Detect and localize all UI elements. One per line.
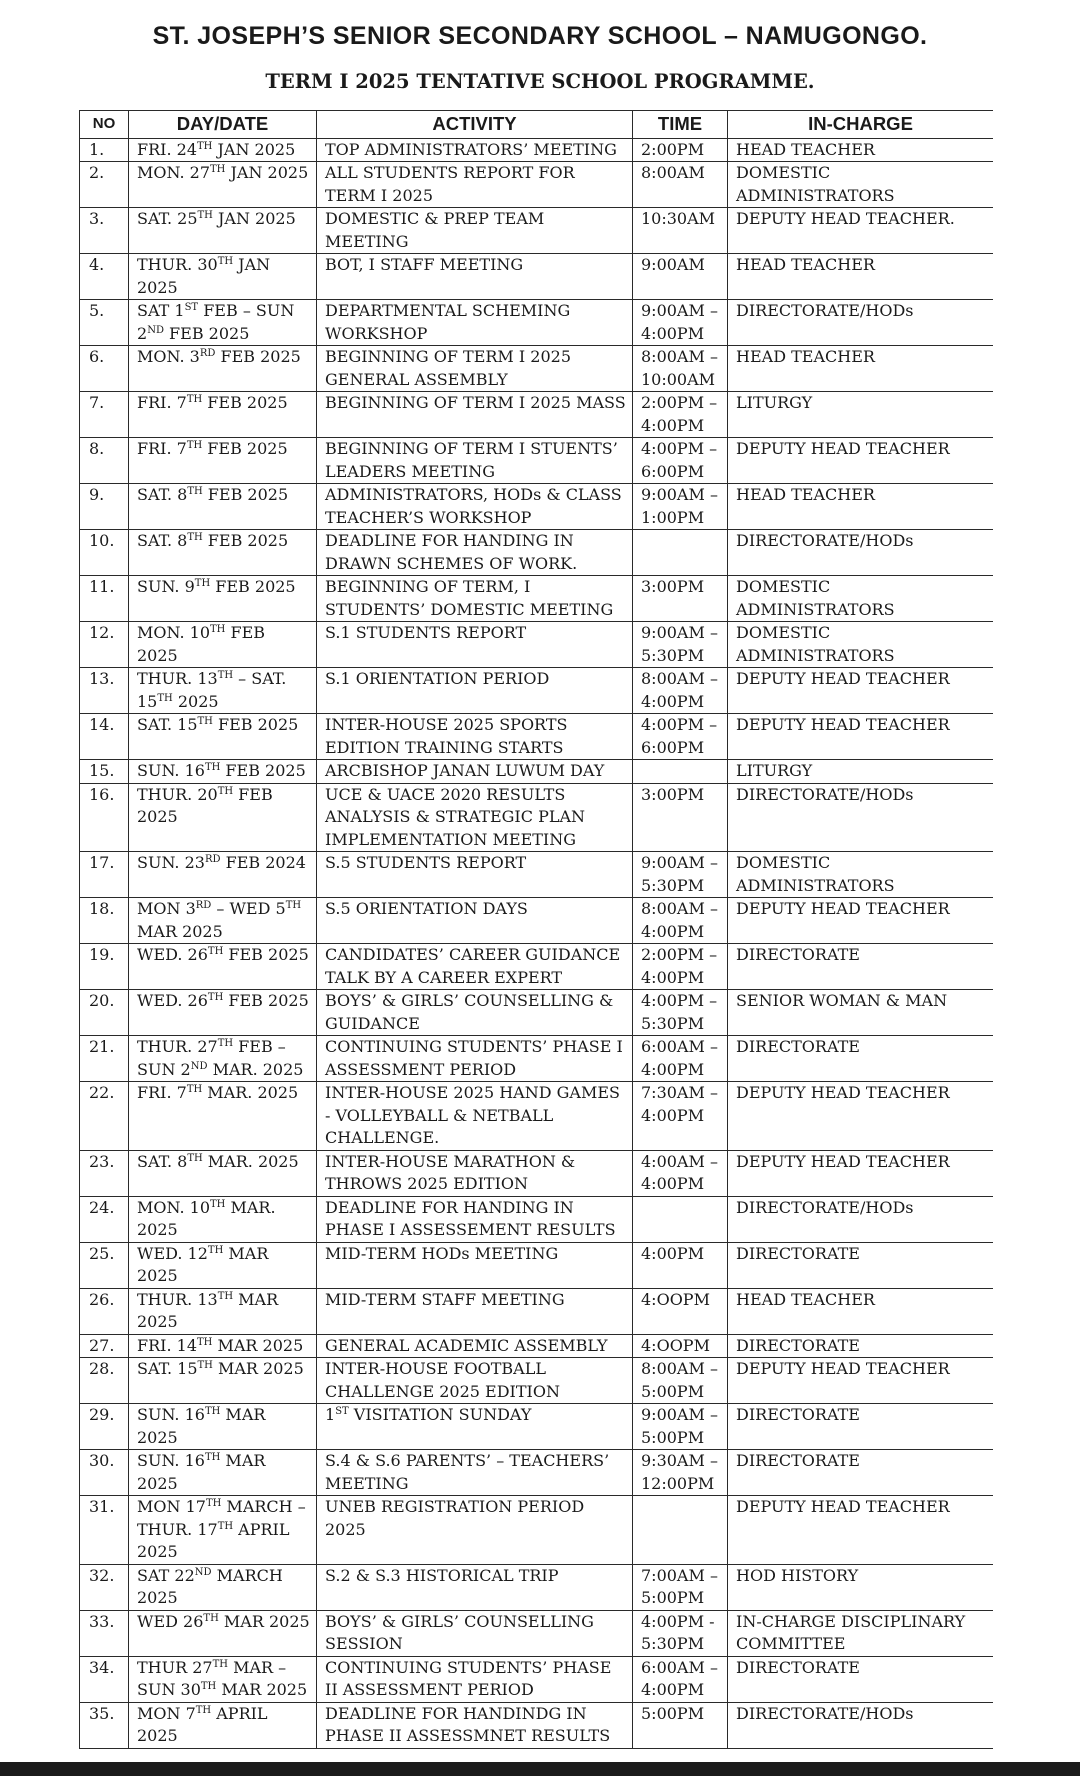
table-row (80, 576, 994, 622)
row-activity: S.1 ORIENTATION PERIOD (317, 668, 633, 714)
row-in-charge: DIRECTORATE (728, 944, 994, 990)
row-time: 4:OOPM (633, 1334, 728, 1358)
table-row (80, 990, 994, 1036)
row-time (633, 530, 728, 576)
row-activity: S.1 STUDENTS REPORT (317, 622, 633, 668)
col-header-time: TIME (633, 111, 728, 139)
row-activity: BEGINNING OF TERM I 2025 MASS (317, 392, 633, 438)
row-number: 8. (80, 438, 129, 484)
row-in-charge: DEPUTY HEAD TEACHER (728, 668, 994, 714)
table-row (80, 852, 994, 898)
bottom-bar (0, 1762, 1080, 1776)
row-number: 1. (80, 138, 129, 162)
table-row (80, 714, 994, 760)
row-in-charge: DIRECTORATE/HODs (728, 1702, 994, 1748)
table-row (80, 1358, 994, 1404)
col-header-activity: ACTIVITY (317, 111, 633, 139)
row-in-charge: DEPUTY HEAD TEACHER (728, 898, 994, 944)
row-activity: S.2 & S.3 HISTORICAL TRIP (317, 1564, 633, 1610)
row-time: 8:00AM – 4:00PM (633, 898, 728, 944)
row-number: 19. (80, 944, 129, 990)
row-date: WED. 12TH MAR 2025 (129, 1242, 317, 1288)
row-activity: DEADLINE FOR HANDING IN PHASE I ASSESSEMENT RESULTS (317, 1196, 633, 1242)
row-number: 12. (80, 622, 129, 668)
row-number: 2. (80, 162, 129, 208)
row-activity: UCE & UACE 2020 RESULTS ANALYSIS & STRATEGIC PLAN IMPLEMENTATION MEETING (317, 783, 633, 852)
row-activity: CANDIDATES’ CAREER GUIDANCE TALK BY A CAREER EXPERT (317, 944, 633, 990)
row-activity: INTER-HOUSE FOOTBALL CHALLENGE 2025 EDITION (317, 1358, 633, 1404)
row-date: SAT. 15TH MAR 2025 (129, 1358, 317, 1404)
row-activity: GENERAL ACADEMIC ASSEMBLY (317, 1334, 633, 1358)
row-number: 32. (80, 1564, 129, 1610)
row-time: 8:00AM – 5:00PM (633, 1358, 728, 1404)
table-row (80, 944, 994, 990)
table-row (80, 760, 994, 784)
row-time: 3:00PM (633, 576, 728, 622)
row-activity: DEPARTMENTAL SCHEMING WORKSHOP (317, 300, 633, 346)
row-time (633, 1196, 728, 1242)
row-time: 2:00PM (633, 138, 728, 162)
document-subtitle: TERM I 2025 TENTATIVE SCHOOL PROGRAMME. (265, 70, 815, 93)
row-date: FRI. 24TH JAN 2025 (129, 138, 317, 162)
row-number: 6. (80, 346, 129, 392)
row-number: 15. (80, 760, 129, 784)
row-time: 8:00AM (633, 162, 728, 208)
document-title: ST. JOSEPH’S SENIOR SECONDARY SCHOOL – NAMUGONGO. (152, 22, 928, 50)
row-date: THUR. 13TH MAR 2025 (129, 1288, 317, 1334)
row-activity: BEGINNING OF TERM I STUENTS’ LEADERS MEETING (317, 438, 633, 484)
row-date: SAT 1ST FEB – SUN 2ND FEB 2025 (129, 300, 317, 346)
row-in-charge: DEPUTY HEAD TEACHER (728, 438, 994, 484)
row-number: 26. (80, 1288, 129, 1334)
row-date: SAT. 8TH MAR. 2025 (129, 1150, 317, 1196)
row-in-charge: LITURGY (728, 760, 994, 784)
table-row (80, 346, 994, 392)
row-number: 20. (80, 990, 129, 1036)
row-date: FRI. 7TH MAR. 2025 (129, 1082, 317, 1151)
table-row (80, 1150, 994, 1196)
row-date: WED. 26TH FEB 2025 (129, 990, 317, 1036)
row-activity: BEGINNING OF TERM I 2025 GENERAL ASSEMBLY (317, 346, 633, 392)
table-row (80, 1496, 994, 1565)
row-number: 28. (80, 1358, 129, 1404)
row-activity: CONTINUING STUDENTS’ PHASE II ASSESSMENT PERIOD (317, 1656, 633, 1702)
table-row (80, 1450, 994, 1496)
row-activity: INTER-HOUSE 2025 SPORTS EDITION TRAINING STARTS (317, 714, 633, 760)
row-activity: 1ST VISITATION SUNDAY (317, 1404, 633, 1450)
table-row (80, 484, 994, 530)
row-time: 9:00AM – 5:30PM (633, 852, 728, 898)
row-time: 9:30AM – 12:00PM (633, 1450, 728, 1496)
row-time: 8:00AM – 4:00PM (633, 668, 728, 714)
table-row (80, 530, 994, 576)
row-in-charge: DIRECTORATE/HODs (728, 530, 994, 576)
row-number: 9. (80, 484, 129, 530)
row-number: 13. (80, 668, 129, 714)
row-number: 3. (80, 208, 129, 254)
row-activity: ADMINISTRATORS, HODs & CLASS TEACHER’S WORKSHOP (317, 484, 633, 530)
row-activity: ARCBISHOP JANAN LUWUM DAY (317, 760, 633, 784)
row-date: SAT. 8TH FEB 2025 (129, 530, 317, 576)
row-date: MON. 10TH MAR. 2025 (129, 1196, 317, 1242)
row-number: 16. (80, 783, 129, 852)
row-time: 7:30AM – 4:00PM (633, 1082, 728, 1151)
row-time: 5:00PM (633, 1702, 728, 1748)
row-date: SAT. 8TH FEB 2025 (129, 484, 317, 530)
row-number: 5. (80, 300, 129, 346)
row-in-charge: DEPUTY HEAD TEACHER (728, 1150, 994, 1196)
row-date: THUR. 13TH – SAT. 15TH 2025 (129, 668, 317, 714)
row-activity: UNEB REGISTRATION PERIOD 2025 (317, 1496, 633, 1565)
table-row (80, 162, 994, 208)
table-header-row (80, 111, 994, 139)
row-activity: DOMESTIC & PREP TEAM MEETING (317, 208, 633, 254)
row-time: 4:00PM – 5:30PM (633, 990, 728, 1036)
row-in-charge: DOMESTIC ADMINISTRATORS (728, 622, 994, 668)
row-number: 17. (80, 852, 129, 898)
row-in-charge: DIRECTORATE (728, 1450, 994, 1496)
row-activity: S.5 STUDENTS REPORT (317, 852, 633, 898)
row-date: FRI. 7TH FEB 2025 (129, 438, 317, 484)
table-row (80, 1082, 994, 1151)
row-activity: DEADLINE FOR HANDINDG IN PHASE II ASSESSMNET RESULTS (317, 1702, 633, 1748)
row-in-charge: DEPUTY HEAD TEACHER. (728, 208, 994, 254)
row-time: 2:00PM – 4:00PM (633, 944, 728, 990)
row-in-charge: HEAD TEACHER (728, 138, 994, 162)
row-date: SUN. 23RD FEB 2024 (129, 852, 317, 898)
row-number: 35. (80, 1702, 129, 1748)
row-in-charge: DEPUTY HEAD TEACHER (728, 1358, 994, 1404)
row-number: 22. (80, 1082, 129, 1151)
row-in-charge: DIRECTORATE/HODs (728, 783, 994, 852)
row-in-charge: HOD HISTORY (728, 1564, 994, 1610)
row-time: 6:00AM – 4:00PM (633, 1036, 728, 1082)
row-time: 4:00PM – 6:00PM (633, 714, 728, 760)
row-in-charge: DIRECTORATE (728, 1334, 994, 1358)
row-date: MON 17TH MARCH – THUR. 17TH APRIL 2025 (129, 1496, 317, 1565)
row-in-charge: HEAD TEACHER (728, 346, 994, 392)
row-in-charge: DEPUTY HEAD TEACHER (728, 714, 994, 760)
row-number: 11. (80, 576, 129, 622)
row-number: 31. (80, 1496, 129, 1565)
row-in-charge: DEPUTY HEAD TEACHER (728, 1496, 994, 1565)
row-in-charge: DOMESTIC ADMINISTRATORS (728, 576, 994, 622)
table-row (80, 783, 994, 852)
row-date: SAT 22ND MARCH 2025 (129, 1564, 317, 1610)
table-row (80, 1702, 994, 1748)
row-date: MON 7TH APRIL 2025 (129, 1702, 317, 1748)
row-number: 33. (80, 1610, 129, 1656)
row-activity: CONTINUING STUDENTS’ PHASE I ASSESSMENT PERIOD (317, 1036, 633, 1082)
row-time (633, 760, 728, 784)
row-activity: S.4 & S.6 PARENTS’ – TEACHERS’ MEETING (317, 1450, 633, 1496)
row-activity: ALL STUDENTS REPORT FOR TERM I 2025 (317, 162, 633, 208)
row-activity: BOYS’ & GIRLS’ COUNSELLING SESSION (317, 1610, 633, 1656)
col-header-in-charge: IN-CHARGE (728, 111, 994, 139)
row-number: 10. (80, 530, 129, 576)
row-activity: DEADLINE FOR HANDING IN DRAWN SCHEMES OF WORK. (317, 530, 633, 576)
row-time: 4:00AM – 4:00PM (633, 1150, 728, 1196)
row-time: 4:00PM (633, 1242, 728, 1288)
col-header-no: NO (80, 111, 129, 139)
table-row (80, 622, 994, 668)
row-activity: BOT, I STAFF MEETING (317, 254, 633, 300)
table-row (80, 1334, 994, 1358)
row-in-charge: DIRECTORATE (728, 1404, 994, 1450)
row-number: 23. (80, 1150, 129, 1196)
row-date: SUN. 16TH MAR 2025 (129, 1450, 317, 1496)
row-activity: MID-TERM STAFF MEETING (317, 1288, 633, 1334)
programme-table-container (79, 110, 993, 1760)
row-date: SAT. 25TH JAN 2025 (129, 208, 317, 254)
row-in-charge: DIRECTORATE/HODs (728, 1196, 994, 1242)
table-body (80, 138, 994, 1748)
table-row (80, 392, 994, 438)
row-activity: S.5 ORIENTATION DAYS (317, 898, 633, 944)
row-time: 6:00AM – 4:00PM (633, 1656, 728, 1702)
table-row (80, 138, 994, 162)
row-time: 4:OOPM (633, 1288, 728, 1334)
row-in-charge: DOMESTIC ADMINISTRATORS (728, 162, 994, 208)
row-time: 4:00PM - 5:30PM (633, 1610, 728, 1656)
row-date: FRI. 14TH MAR 2025 (129, 1334, 317, 1358)
row-date: SAT. 15TH FEB 2025 (129, 714, 317, 760)
row-in-charge: HEAD TEACHER (728, 1288, 994, 1334)
row-date: MON. 3RD FEB 2025 (129, 346, 317, 392)
row-time: 9:00AM (633, 254, 728, 300)
row-number: 34. (80, 1656, 129, 1702)
row-number: 7. (80, 392, 129, 438)
table-row (80, 1242, 994, 1288)
table-row (80, 1196, 994, 1242)
row-activity: INTER-HOUSE 2025 HAND GAMES - VOLLEYBALL & NETBALL CHALLENGE. (317, 1082, 633, 1151)
row-date: THUR. 20TH FEB 2025 (129, 783, 317, 852)
table-row (80, 208, 994, 254)
table-row (80, 668, 994, 714)
row-time: 9:00AM – 5:30PM (633, 622, 728, 668)
row-date: MON. 27TH JAN 2025 (129, 162, 317, 208)
row-in-charge: DIRECTORATE (728, 1242, 994, 1288)
row-in-charge: DIRECTORATE (728, 1656, 994, 1702)
row-time: 2:00PM – 4:00PM (633, 392, 728, 438)
table-row (80, 300, 994, 346)
row-time: 10:30AM (633, 208, 728, 254)
row-number: 25. (80, 1242, 129, 1288)
row-time: 4:00PM – 6:00PM (633, 438, 728, 484)
table-row (80, 1656, 994, 1702)
row-date: THUR. 30TH JAN 2025 (129, 254, 317, 300)
row-date: SUN. 9TH FEB 2025 (129, 576, 317, 622)
row-number: 18. (80, 898, 129, 944)
table-row (80, 1288, 994, 1334)
row-activity: TOP ADMINISTRATORS’ MEETING (317, 138, 633, 162)
col-header-date: DAY/DATE (129, 111, 317, 139)
row-date: FRI. 7TH FEB 2025 (129, 392, 317, 438)
row-in-charge: LITURGY (728, 392, 994, 438)
row-in-charge: IN-CHARGE DISCIPLINARY COMMITTEE (728, 1610, 994, 1656)
row-in-charge: DOMESTIC ADMINISTRATORS (728, 852, 994, 898)
row-time: 9:00AM – 4:00PM (633, 300, 728, 346)
row-date: MON. 10TH FEB 2025 (129, 622, 317, 668)
row-date: THUR 27TH MAR – SUN 30TH MAR 2025 (129, 1656, 317, 1702)
row-date: SUN. 16TH MAR 2025 (129, 1404, 317, 1450)
row-time: 7:00AM – 5:00PM (633, 1564, 728, 1610)
table-row (80, 1610, 994, 1656)
table-row (80, 1564, 994, 1610)
table-row (80, 1404, 994, 1450)
row-number: 30. (80, 1450, 129, 1496)
row-number: 24. (80, 1196, 129, 1242)
row-time: 3:00PM (633, 783, 728, 852)
row-date: WED 26TH MAR 2025 (129, 1610, 317, 1656)
row-time: 9:00AM – 1:00PM (633, 484, 728, 530)
programme-table (79, 110, 993, 1749)
row-in-charge: HEAD TEACHER (728, 484, 994, 530)
row-in-charge: HEAD TEACHER (728, 254, 994, 300)
row-time: 8:00AM – 10:00AM (633, 346, 728, 392)
row-activity: MID-TERM HODs MEETING (317, 1242, 633, 1288)
row-activity: BEGINNING OF TERM, I STUDENTS’ DOMESTIC MEETING (317, 576, 633, 622)
table-row (80, 438, 994, 484)
row-date: WED. 26TH FEB 2025 (129, 944, 317, 990)
row-number: 21. (80, 1036, 129, 1082)
row-in-charge: DEPUTY HEAD TEACHER (728, 1082, 994, 1151)
row-time (633, 1496, 728, 1565)
row-time: 9:00AM – 5:00PM (633, 1404, 728, 1450)
row-number: 29. (80, 1404, 129, 1450)
row-date: MON 3RD – WED 5TH MAR 2025 (129, 898, 317, 944)
row-date: SUN. 16TH FEB 2025 (129, 760, 317, 784)
row-number: 14. (80, 714, 129, 760)
row-number: 4. (80, 254, 129, 300)
row-activity: INTER-HOUSE MARATHON & THROWS 2025 EDITION (317, 1150, 633, 1196)
row-number: 27. (80, 1334, 129, 1358)
row-in-charge: SENIOR WOMAN & MAN (728, 990, 994, 1036)
row-date: THUR. 27TH FEB – SUN 2ND MAR. 2025 (129, 1036, 317, 1082)
row-activity: BOYS’ & GIRLS’ COUNSELLING & GUIDANCE (317, 990, 633, 1036)
table-row (80, 1036, 994, 1082)
table-row (80, 898, 994, 944)
row-in-charge: DIRECTORATE/HODs (728, 300, 994, 346)
row-in-charge: DIRECTORATE (728, 1036, 994, 1082)
table-row (80, 254, 994, 300)
